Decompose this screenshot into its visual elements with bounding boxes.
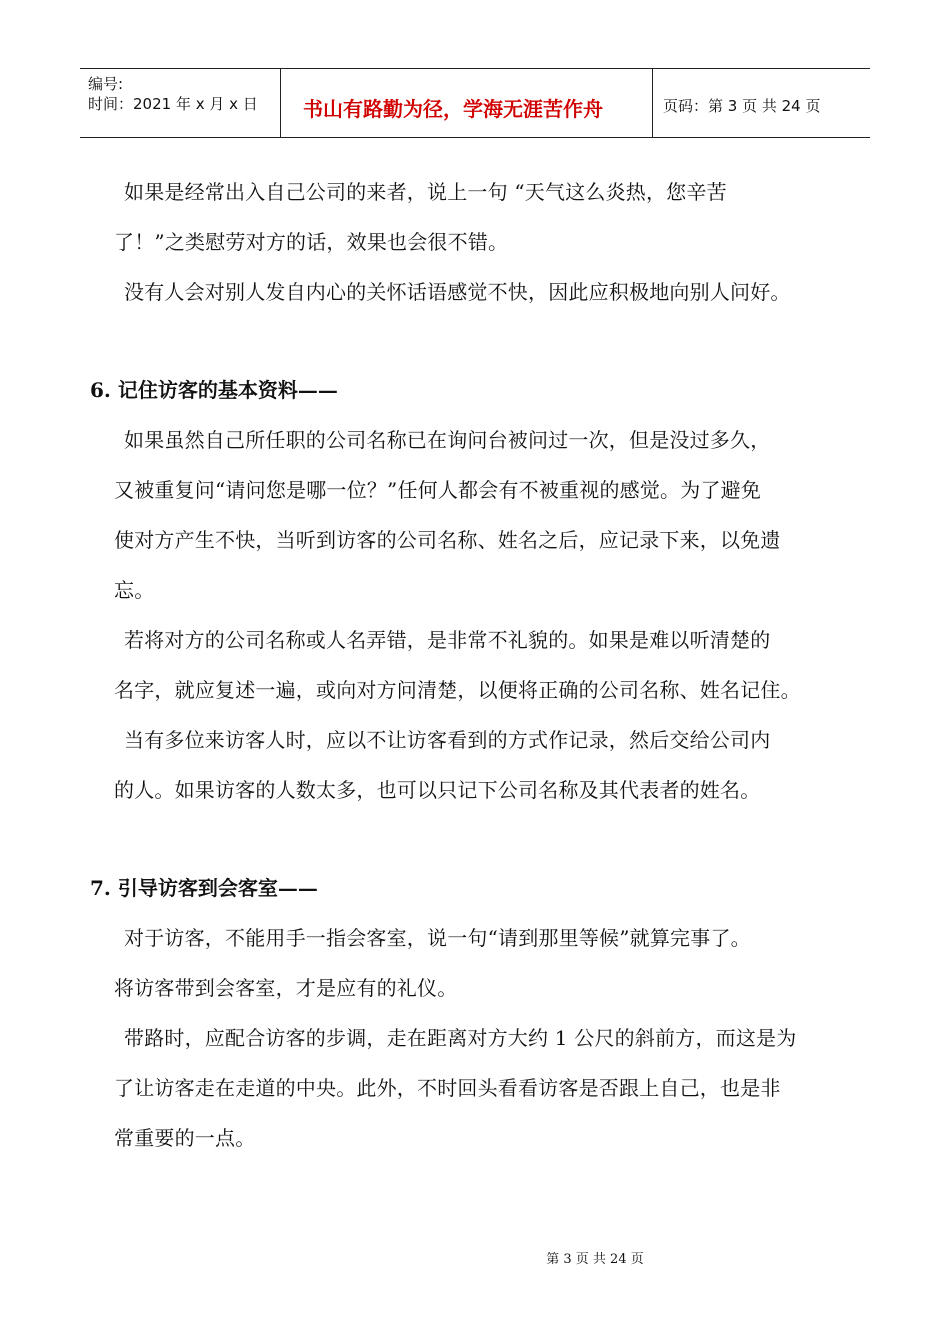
header-table <box>80 68 870 138</box>
s7-line-3: 带路时，应配合访客的步调，走在距离对方大约 1 公尺的斜前方，而这是为 <box>124 1026 797 1050</box>
section-6-heading: 6. 记住访客的基本资料—— <box>90 378 338 402</box>
s6-line-3: 使对方产生不快，当听到访客的公司名称、姓名之后，应记录下来，以免遗 <box>114 528 781 552</box>
intro-line-3: 没有人会对别人发自内心的关怀话语感觉不快，因此应积极地向别人问好。 <box>124 280 791 304</box>
page-info: 页码：第 3 页 共 24 页 <box>663 97 821 115</box>
intro-line-1: 如果是经常出入自己公司的来者，说上一句 “天气这么炎热，您辛苦 <box>124 180 727 204</box>
s6-line-8: 的人。如果访客的人数太多，也可以只记下公司名称及其代表者的姓名。 <box>114 778 761 802</box>
s6-line-2: 又被重复问“请问您是哪一位？”任何人都会有不被重视的感觉。为了避免 <box>114 478 762 502</box>
s7-line-5: 常重要的一点。 <box>114 1126 256 1150</box>
time-label: 时间：2021 年 x 月 x 日 <box>88 95 258 113</box>
s6-line-4: 忘。 <box>114 578 155 602</box>
intro-line-2: 了！”之类慰劳对方的话，效果也会很不错。 <box>114 230 509 254</box>
page-footer <box>0 1248 950 1267</box>
s6-line-7: 当有多位来访客人时，应以不让访客看到的方式作记录，然后交给公司内 <box>124 728 771 752</box>
s7-line-1: 对于访客，不能用手一指会客室，说一句“请到那里等候”就算完事了。 <box>124 926 751 950</box>
s6-line-5: 若将对方的公司名称或人名弄错，是非常不礼貌的。如果是难以听清楚的 <box>124 628 771 652</box>
header-motto-cell <box>281 69 653 137</box>
motto-text: 书山有路勤为径，学海无涯苦作舟 <box>303 97 603 121</box>
s7-line-4: 了让访客走在走道的中央。此外，不时回头看看访客是否跟上自己，也是非 <box>114 1076 781 1100</box>
number-label: 编号: <box>88 75 124 93</box>
section-7-heading: 7. 引导访客到会客室—— <box>90 876 318 900</box>
s6-line-1: 如果虽然自己所任职的公司名称已在询问台被问过一次，但是没过多久， <box>124 428 771 452</box>
header-left-cell <box>80 69 281 137</box>
footer-page-number: 第 3 页 共 24 页 <box>546 1252 644 1267</box>
s7-line-2: 将访客带到会客室，才是应有的礼仪。 <box>114 976 458 1000</box>
header-page-cell <box>653 69 870 137</box>
s6-line-6: 名字，就应复述一遍，或向对方问清楚，以便将正确的公司名称、姓名记住。 <box>114 678 801 702</box>
